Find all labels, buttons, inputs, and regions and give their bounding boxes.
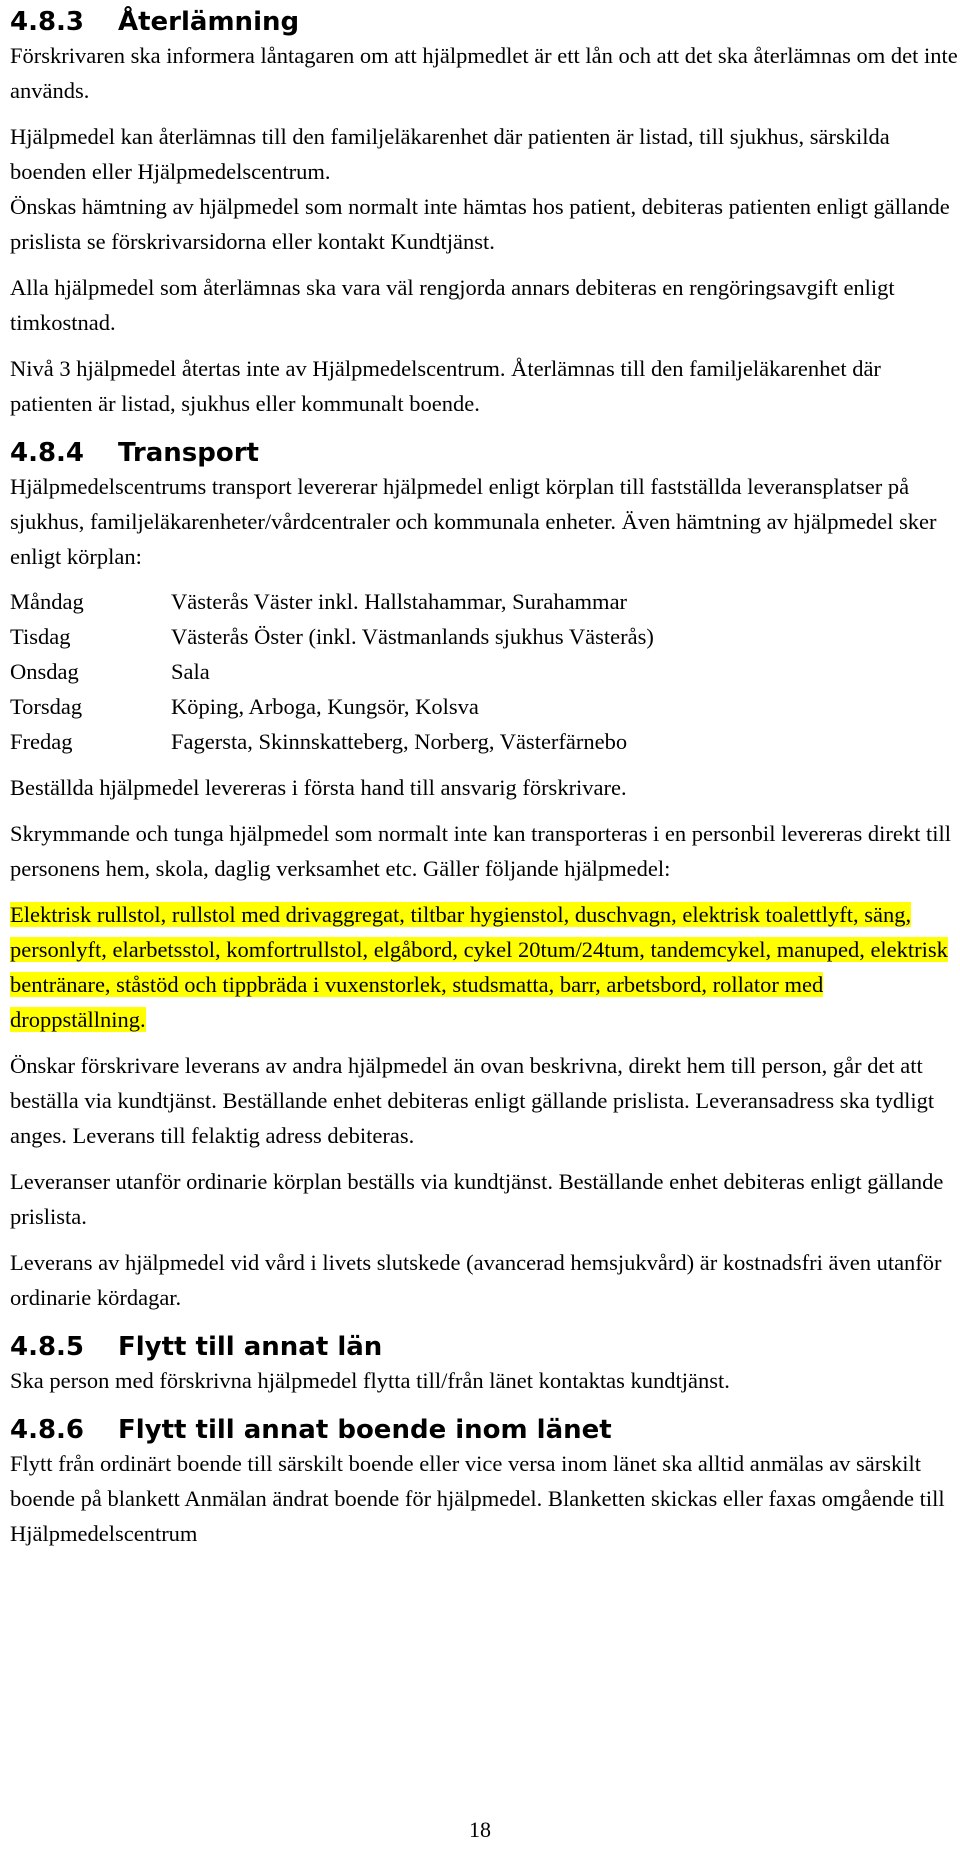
- schedule-day: Torsdag: [10, 694, 83, 719]
- section-heading-4-8-4: [10, 437, 960, 469]
- section-title: Flytt till annat boende inom länet: [118, 1415, 612, 1445]
- section-title: Flytt till annat län: [118, 1332, 383, 1362]
- schedule-row: [10, 654, 960, 689]
- paragraph: Leverans av hjälpmedel vid vård i livets slutskede (avancerad hemsjukvård) är kostnadsfri även utanför ordinarie kördagar.: [10, 1250, 942, 1310]
- paragraph: Nivå 3 hjälpmedel återtas inte av Hjälpmedelscentrum. Återlämnas till den familjeläkarenhet där patienten är listad, sjukhus eller kommunalt boende.: [10, 356, 881, 416]
- schedule-day: Tisdag: [10, 624, 71, 649]
- schedule-area: Västerås Väster inkl. Hallstahammar, Surahammar: [171, 589, 628, 614]
- section-title: Återlämning: [118, 7, 300, 37]
- paragraph: Förskrivaren ska informera låntagaren om att hjälpmedlet är ett lån och att det ska återlämnas om det inte används.: [10, 43, 958, 103]
- paragraph: Flytt från ordinärt boende till särskilt boende eller vice versa inom länet ska alltid anmälas av särskilt boende på blankett Anmälan ändrat boende för hjälpmedel. Blanketten skickas eller faxas omgående till Hjälpmedelscentrum: [10, 1451, 945, 1546]
- schedule-area: Sala: [171, 659, 210, 684]
- section-title: Transport: [118, 438, 259, 468]
- page-number: 18: [469, 1817, 491, 1842]
- schedule-row: [10, 689, 960, 724]
- section-number: 4.8.6: [10, 1415, 85, 1445]
- paragraph: Hjälpmedel kan återlämnas till den familjeläkarenhet där patienten är listad, till sjukhus, särskilda boenden eller Hjälpmedelscentrum.: [10, 124, 890, 184]
- delivery-schedule: [10, 584, 960, 759]
- paragraph: Leveranser utanför ordinarie körplan beställs via kundtjänst. Beställande enhet debiteras enligt gällande prislista.: [10, 1169, 944, 1229]
- section-heading-4-8-5: [10, 1331, 960, 1363]
- section-number: 4.8.3: [10, 7, 85, 37]
- section-heading-4-8-3: [10, 6, 960, 38]
- paragraph: Önskar förskrivare leverans av andra hjälpmedel än ovan beskrivna, direkt hem till person, går det att beställa via kundtjänst. Beställande enhet debiteras enligt gällande prislista. Leveransadress ska tydligt anges. Leverans till felaktig adress debiteras.: [10, 1053, 935, 1148]
- highlighted-paragraph: [10, 897, 960, 1037]
- paragraph: Beställda hjälpmedel levereras i första hand till ansvarig förskrivare.: [10, 775, 627, 800]
- highlighted-equipment-list: Elektrisk rullstol, rullstol med drivaggregat, tiltbar hygienstol, duschvagn, elektrisk toalettlyft, säng, personlyft, elarbetsstol, komfortrullstol, elgåbord, cykel 20tum/24tum, tandemcykel, manuped, elektrisk bentränare, ståstöd och tippbräda i vuxenstorlek, studsmatta, barr, arbetsbord, rollator med droppställning.: [10, 902, 948, 1032]
- schedule-day: Måndag: [10, 589, 84, 614]
- paragraph: Ska person med förskrivna hjälpmedel flytta till/från länet kontaktas kundtjänst.: [10, 1368, 730, 1393]
- paragraph: Skrymmande och tunga hjälpmedel som normalt inte kan transporteras i en personbil levereras direkt till personens hem, skola, daglig verksamhet etc. Gäller följande hjälpmedel:: [10, 821, 951, 881]
- schedule-area: Fagersta, Skinnskatteberg, Norberg, Västerfärnebo: [171, 729, 628, 754]
- paragraph: Alla hjälpmedel som återlämnas ska vara väl rengjorda annars debiteras en rengöringsavgift enligt timkostnad.: [10, 275, 895, 335]
- schedule-area: Västerås Öster (inkl. Västmanlands sjukhus Västerås): [171, 624, 654, 649]
- schedule-row: [10, 619, 960, 654]
- schedule-row: [10, 724, 960, 759]
- section-heading-4-8-6: [10, 1414, 960, 1446]
- schedule-day: Onsdag: [10, 659, 79, 684]
- paragraph: Önskas hämtning av hjälpmedel som normalt inte hämtas hos patient, debiteras patienten enligt gällande prislista se förskrivarsidorna eller kontakt Kundtjänst.: [10, 194, 950, 254]
- paragraph: Hjälpmedelscentrums transport levererar hjälpmedel enligt körplan till fastställda leveransplatser på sjukhus, familjeläkarenheter/vårdcentraler och kommunala enheter. Även hämtning av hjälpmedel sker enligt körplan:: [10, 474, 937, 569]
- section-number: 4.8.5: [10, 1332, 85, 1362]
- schedule-day: Fredag: [10, 729, 73, 754]
- section-number: 4.8.4: [10, 438, 85, 468]
- schedule-area: Köping, Arboga, Kungsör, Kolsva: [171, 694, 479, 719]
- schedule-row: [10, 584, 960, 619]
